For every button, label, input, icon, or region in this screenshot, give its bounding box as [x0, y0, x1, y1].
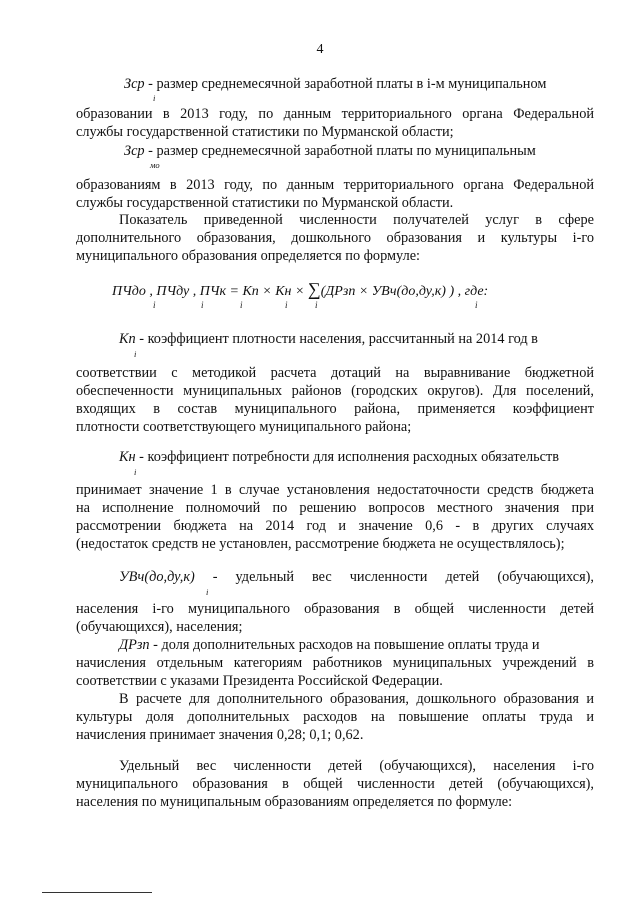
formula-subscript: i [201, 300, 204, 310]
definition-text: - коэффициент плотности населения, рассчитанный на 2014 год в [135, 331, 538, 347]
text-line: (недостаток средств не установлен, рассмотрение бюджета не осуществлялось); [76, 536, 565, 552]
page-number: 4 [316, 42, 324, 57]
formula-main: ПЧдо , ПЧду , ПЧк = Кп × Кн × [112, 284, 308, 299]
symbol-drzp: ДРзп [119, 637, 150, 653]
text-line: муниципального образования в общей численности детей (обучающихся), [76, 776, 594, 792]
subscript-i: i [153, 93, 156, 103]
text-line: начисления отдельным категориям работников муниципальных учреждений в [76, 655, 594, 671]
formula-line [112, 279, 592, 300]
symbol-kp: Кп [119, 331, 136, 347]
text-line: В расчете для дополнительного образования, дошкольного образования и [119, 691, 594, 707]
definition-text: - доля дополнительных расходов на повышение оплаты труда и [149, 637, 540, 653]
text-line: муниципального образования определяется по формуле: [76, 248, 421, 264]
text-line: Показатель приведенной численности получателей услуг в сфере [119, 212, 594, 228]
text-line: образованиям в 2013 году, по данным территориального органа Федеральной [76, 177, 594, 193]
symbol-zsr: Зср [124, 143, 145, 159]
text-line: принимает значение 1 в случае установления недостаточности средств бюджета [76, 482, 594, 498]
formula-sum: (ДРзп × УВч(до,ду,к) ) , где: [320, 284, 489, 299]
formula-subscript: i [240, 300, 243, 310]
text-line: населения по муниципальным образованиям определяется по формуле: [76, 794, 513, 810]
definition-uvch [119, 569, 594, 585]
definition-text: - коэффициент потребности для исполнения расходных обязательств [135, 449, 559, 465]
definition-text: - размер среднемесячной заработной платы по муниципальным [144, 143, 536, 159]
text-line: входящих в состав муниципального района, применяется коэффициент [76, 401, 594, 417]
subscript-i: i [134, 467, 137, 477]
text-line: (обучающихся), населения; [76, 619, 243, 635]
subscript-i: i [134, 349, 137, 359]
text-line: обеспеченности муниципальных районов (городских округов). Для поселений, [76, 383, 594, 399]
symbol-uvch: УВч(до,ду,к) [119, 569, 195, 585]
text-line: соответствии с методикой расчета дотаций на выравнивание бюджетной [76, 365, 594, 381]
sigma-symbol: ∑ [307, 279, 321, 299]
definition-text: - удельный вес численности детей (обучающихся), [194, 569, 594, 585]
footnote-rule [42, 892, 152, 893]
symbol-kn: Кн [119, 449, 136, 465]
definition-drzp [119, 637, 594, 653]
text-line: культуры доля дополнительных расходов на повышение оплаты труда и [76, 709, 594, 725]
text-line: начисления принимает значения 0,28; 0,1; 0,62. [76, 727, 364, 743]
text-line: Удельный вес численности детей (обучающихся), населения i-го [119, 758, 594, 774]
text-line: населения i-го муниципального образования в общей численности детей [76, 601, 594, 617]
text-line: плотности соответствующего муниципального района; [76, 419, 412, 435]
definition-text: - размер среднемесячной заработной платы в i-м муниципальном [144, 76, 547, 92]
text-line: образовании в 2013 году, по данным территориального органа Федеральной [76, 106, 594, 122]
definition-zsr-i [124, 76, 594, 92]
text-line: службы государственной статистики по Мурманской области. [76, 195, 454, 211]
subscript-i: i [206, 587, 209, 597]
text-line: рассмотрении бюджета на 2014 год и значение 0,6 - в других случаях [76, 518, 594, 534]
formula-subscript: i [475, 300, 478, 310]
formula-subscript: i [285, 300, 288, 310]
definition-kp [119, 331, 594, 347]
text-line: службы государственной статистики по Мурманской области; [76, 124, 454, 140]
text-line: дополнительного образования, дошкольного образования и культуры i-го [76, 230, 594, 246]
subscript-mo: мо [150, 160, 160, 170]
formula-subscript: i [315, 300, 318, 310]
definition-zsr-mo [124, 143, 594, 159]
symbol-zsr: Зср [124, 76, 145, 92]
formula-subscript: i [153, 300, 156, 310]
definition-kn [119, 449, 594, 465]
text-line: соответствии с указами Президента Российской Федерации. [76, 673, 443, 689]
text-line: на исполнение полномочий по решению вопросов местного значения при [76, 500, 594, 516]
